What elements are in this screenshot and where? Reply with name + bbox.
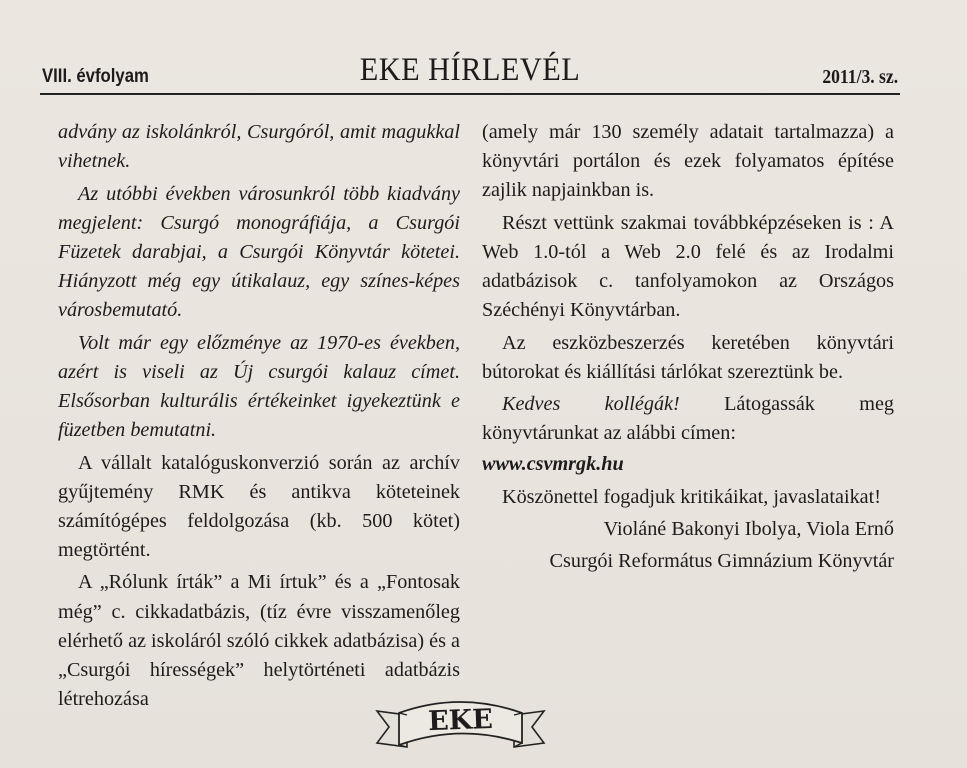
paragraph-invitation (482, 390, 894, 448)
volume-label: VIII. évfolyam (42, 66, 149, 87)
paragraph-publications: Az utóbbi években városunkról több kiadvány megjelent: Csurgó monográfiája, a Csurgói Füzetek darabjai, a Csurgói Könyvtár kötetei. Hiányzott még egy útikalauz, egy színes-képes városbemutató. (58, 182, 460, 322)
paragraph-thanks: Köszönettel fogadjuk kritikáikat, javaslataikat! (502, 485, 881, 508)
signature-names: Violáné Bakonyi Ibolya, Viola Ernő (603, 518, 894, 541)
paragraph-portal: (amely már 130 személy adatait tartalmazza) a könyvtári portálon és ezek folyamatos építése zajlik napjainkban is. (482, 121, 894, 202)
greeting-text: Kedves kollégák! (502, 393, 680, 416)
library-url[interactable]: www.csvmrgk.hu (482, 453, 624, 476)
invitation-text: Látogassák meg könyvtárunkat az alábbi címen: (482, 393, 894, 445)
paragraph-training: Részt vettünk szakmai továbbképzéseken is : A Web 1.0-tól a Web 2.0 felé és az Irodalmi adatbázisok c. tanfolyamokon az Országos Széchényi Könyvtárban. (482, 211, 894, 322)
paragraph-continuation: advány az iskolánkról, Csurgóról, amit magukkal vihetnek. (58, 121, 460, 173)
right-column (482, 118, 894, 576)
eke-ribbon-emblem (373, 693, 548, 757)
paragraph-catalog-conversion: A vállalt katalóguskonverzió során az archív gyűjtemény RMK és antikva köteteinek számítógépes feldolgozása (kb. 500 kötet) megtörtént. (58, 451, 460, 561)
left-column (58, 118, 460, 717)
paragraph-databases: A „Rólunk írták” a Mi írtuk” és a „Fontosak még” c. cikkadatbázis, (tíz évre visszamenőleg elérhető az iskoláról szóló cikkek adatbázisa) és a „Csurgói hírességek” helytörténeti adatbázis létrehozása (58, 571, 460, 710)
newsletter-title: EKE HÍRLEVÉL (359, 52, 581, 88)
signature-organization: Csurgói Református Gimnázium Könyvtár (549, 550, 894, 573)
paragraph-equipment: Az eszközbeszerzés keretében könyvtári bútorokat és kiállítási tárlókat szereztünk be. (482, 331, 894, 383)
issue-number: 2011/3. sz. (822, 66, 898, 88)
header-rule (40, 93, 900, 95)
emblem-label: EKE (427, 703, 494, 738)
page-header (42, 52, 898, 94)
paragraph-history: Volt már egy előzménye az 1970-es években, azért is viseli az Új csurgói kalauz címet. Elsősorban kulturális értékeinket igyekeztünk e füzetben bemutatni. (58, 331, 460, 441)
